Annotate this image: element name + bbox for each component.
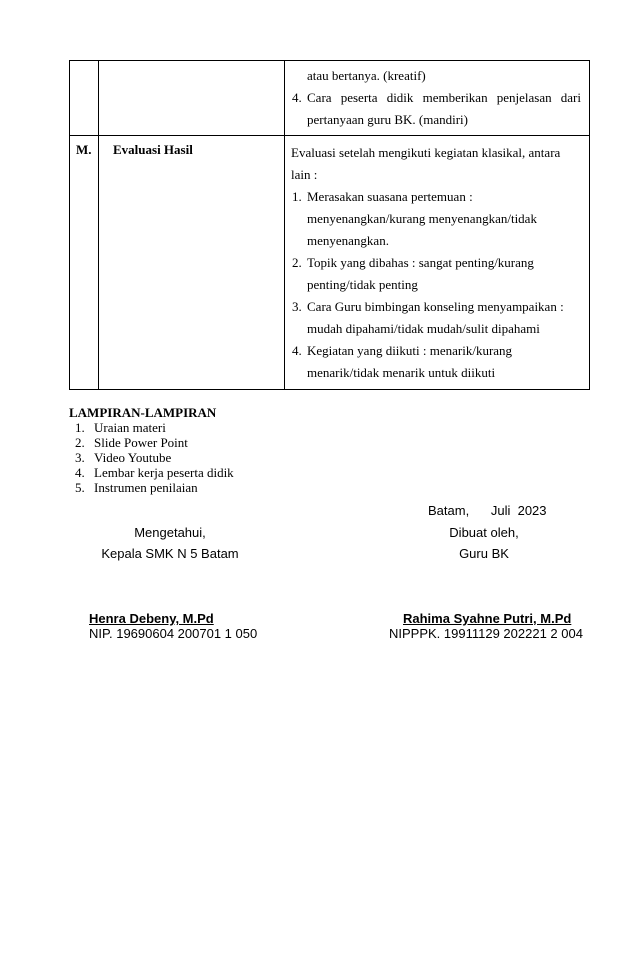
evaluation-list xyxy=(285,186,577,384)
table-cell-number xyxy=(70,61,99,136)
list-item xyxy=(69,465,234,480)
table-cell-description xyxy=(285,136,590,390)
section-title: Evaluasi Hasil xyxy=(99,136,285,390)
left-signature-heading: Mengetahui, xyxy=(134,525,206,540)
list-item-text: Instrumen penilaian xyxy=(94,480,198,495)
list-item xyxy=(285,186,577,252)
right-signature-id: NIPPPK. 19911129 202221 2 004 xyxy=(389,626,583,641)
list-item-text: Kegiatan yang diikuti : menarik/kurang menarik/tidak menarik untuk diikuti xyxy=(307,343,513,380)
lampiran-list xyxy=(69,420,234,495)
list-item-text: Topik yang dibahas : sangat penting/kurang penting/tidak penting xyxy=(307,255,534,292)
lampiran-title: LAMPIRAN-LAMPIRAN xyxy=(69,405,217,420)
list-item-number: 2. xyxy=(292,255,302,270)
rpl-table xyxy=(69,60,590,390)
list-item-text: Video Youtube xyxy=(94,450,172,465)
list-item-number: 1. xyxy=(75,420,85,435)
list-item-text: Slide Power Point xyxy=(94,435,188,450)
table-cell-description xyxy=(285,61,590,136)
list-item xyxy=(285,252,577,296)
table-cell-component xyxy=(99,61,285,136)
list-item xyxy=(69,435,234,450)
section-label: M. xyxy=(70,136,99,390)
list-item-text: Cara Guru bimbingan konseling menyampaikan : mudah dipahami/tidak mudah/sulit dipahami xyxy=(307,299,564,336)
list-item-number: 3. xyxy=(292,299,302,314)
list-item-text: Cara peserta didik memberikan penjelasan dari pertanyaan guru BK. (mandiri) xyxy=(307,90,581,127)
list-item xyxy=(69,450,234,465)
list-item-number: 1. xyxy=(292,189,302,204)
place-date: Batam, Juli 2023 xyxy=(428,503,547,518)
continuation-text: atau bertanya. (kreatif) xyxy=(307,68,426,83)
list-item-number: 4. xyxy=(292,90,302,105)
list-item-number: 5. xyxy=(75,480,85,495)
table-row xyxy=(70,61,590,136)
right-signature-role: Guru BK xyxy=(459,546,509,561)
list-item-text: Lembar kerja peserta didik xyxy=(94,465,234,480)
list-item-text: Uraian materi xyxy=(94,420,166,435)
list-item xyxy=(285,87,581,131)
list-item xyxy=(69,480,234,495)
list-item xyxy=(69,420,234,435)
list-item-number: 4. xyxy=(75,465,85,480)
left-signature-role: Kepala SMK N 5 Batam xyxy=(101,546,239,561)
list-item-text: Merasakan suasana pertemuan : menyenangkan/kurang menyenangkan/tidak menyenangkan. xyxy=(307,189,537,248)
list-item xyxy=(285,340,577,384)
list-item-number: 2. xyxy=(75,435,85,450)
right-signature-name: Rahima Syahne Putri, M.Pd xyxy=(403,611,572,626)
list-item-number: 4. xyxy=(292,343,302,358)
right-signature-heading: Dibuat oleh, xyxy=(449,525,519,540)
left-signature-name: Henra Debeny, M.Pd xyxy=(89,611,214,626)
evaluation-intro: Evaluasi setelah mengikuti kegiatan klasikal, antara lain : xyxy=(291,145,561,182)
left-signature-id: NIP. 19690604 200701 1 050 xyxy=(89,626,258,641)
table-row xyxy=(70,136,590,390)
row1-list xyxy=(285,87,581,131)
list-item xyxy=(285,296,577,340)
list-item-number: 3. xyxy=(75,450,85,465)
